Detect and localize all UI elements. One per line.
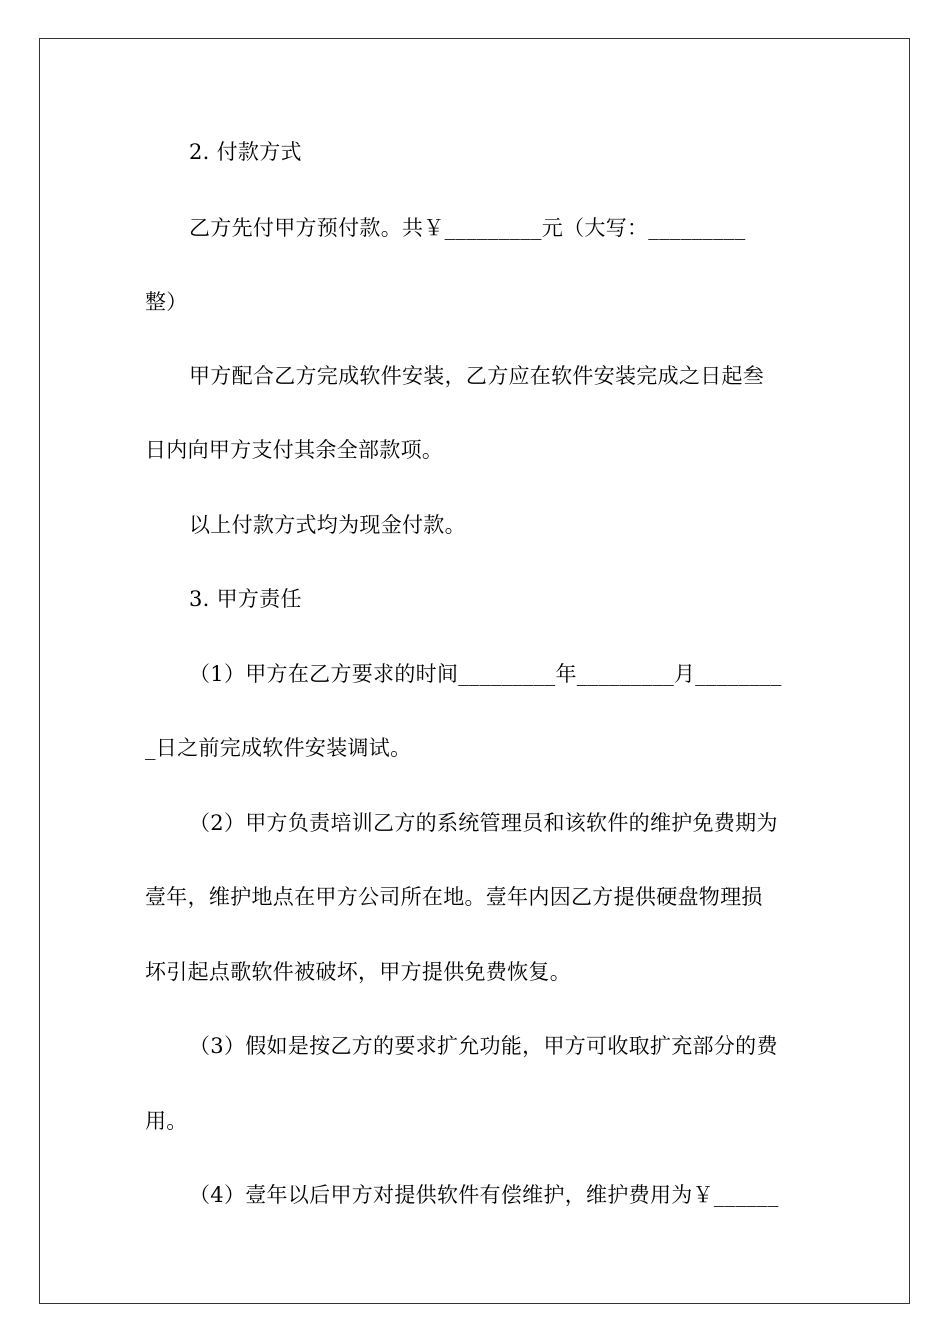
paragraph-line: （3）假如是按乙方的要求扩允功能，甲方可收取扩充部分的费 [189, 1034, 778, 1058]
paragraph-line: 以上付款方式均为现金付款。 [189, 513, 466, 537]
paragraph-line: （1）甲方在乙方要求的时间_________年_________月________ [189, 662, 782, 686]
section-heading-party-a-duties: 3. 甲方责任 [189, 587, 302, 611]
paragraph-line: 甲方配合乙方完成软件安装，乙方应在软件安装完成之日起叁 [189, 364, 765, 388]
paragraph-line: 用。 [145, 1109, 188, 1133]
paragraph-line: _日之前完成软件安装调试。 [145, 736, 412, 760]
paragraph-line: 乙方先付甲方预付款。共￥_________元（大写：_________ [189, 216, 746, 240]
paragraph-line: （2）甲方负责培训乙方的系统管理员和该软件的维护免费期为 [189, 811, 778, 835]
paragraph-line: 整） [145, 290, 188, 314]
paragraph-line: （4）壹年以后甲方对提供软件有偿维护，维护费用为￥______ [189, 1183, 779, 1207]
section-heading-payment: 2. 付款方式 [189, 140, 302, 164]
paragraph-line: 壹年，维护地点在甲方公司所在地。壹年内因乙方提供硬盘物理损 [145, 885, 763, 909]
paragraph-line: 坏引起点歌软件被破坏，甲方提供免费恢复。 [145, 960, 571, 984]
paragraph-line: 日内向甲方支付其余全部款项。 [145, 438, 444, 462]
